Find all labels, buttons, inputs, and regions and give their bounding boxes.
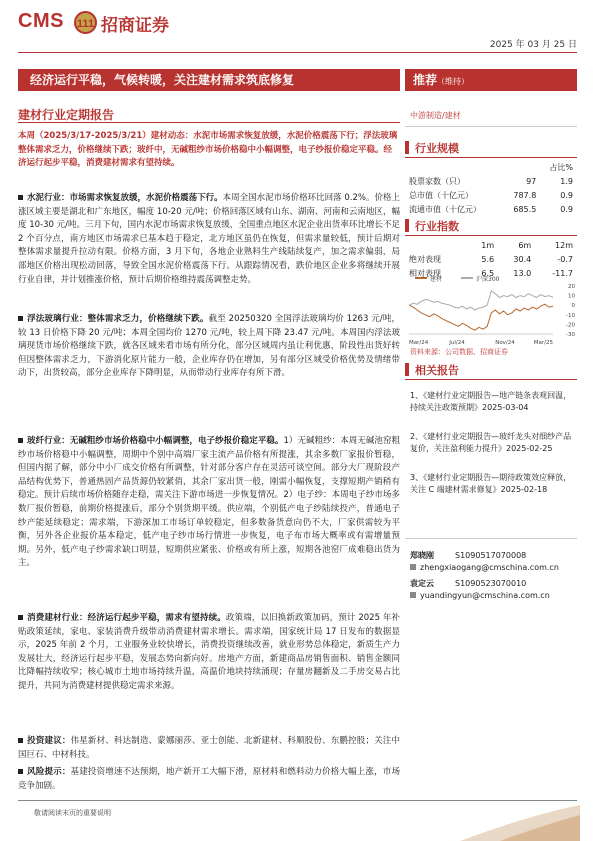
email-icon — [410, 592, 416, 598]
y-tick-label: -20 — [566, 322, 575, 329]
para-glass — [18, 313, 400, 381]
para-risk — [18, 766, 400, 793]
related-report[interactable]: 2、《建材行业定期报告—玻纤龙头对细纱产品复价，关注盈利能力提升》2025-02-25 — [410, 432, 572, 453]
para-fiberglass — [18, 435, 400, 571]
bullet-icon — [18, 316, 23, 321]
header-rule — [18, 52, 577, 53]
analyst-rule — [405, 538, 577, 539]
y-tick-label: 10 — [568, 293, 575, 300]
para-lead: 玻纤行业：无碱粗纱市场价格稳中小幅调整，电子纱报价稳定平稳。 — [27, 436, 284, 446]
legend-label: 沪深300 — [476, 276, 500, 283]
rating-sub: （维持） — [437, 77, 470, 86]
para-lead: 浮法玻璃行业：整体需求乏力，价格继续下跌。 — [27, 314, 209, 324]
legend-label: 建材 — [430, 276, 443, 283]
para-lead: 投资建议： — [27, 736, 71, 746]
report-title: 经济运行平稳，气候转暖，关注建材需求筑底修复 — [18, 69, 400, 91]
related-report[interactable]: 3、《建材行业定期报告—期待政策效应释放，关注 C 端建材需求修复》2025-02-18 — [410, 473, 572, 494]
chart-source: 资料来源：公司数据、招商证券 — [410, 348, 508, 356]
para-text: 本周全国水泥市场价格环比回落 0.2%。价格上涨区域主要是湖北和广东地区，幅度 10-20 元/吨；价格回落区域有山东、湖南、河南和云南地区，幅度 10-30 元/吨。三月下旬，国内水泥市场需求恢复放缓，全国重点地区水泥企业出货率环比增长不足 2 个百分点，南方地区市场需求已基本趋于稳定，北方地区虽仍在恢复，但需求量较低，预计后期对整体需求量提升拉动有限。价格方面，3 月下旬，各地企业熟料生产线陆续复产，加之需求偏弱，局部地区价格出现松动回落，导致全国水泥价格震荡下行。从跟踪情况看，跌价地区企业多将继续开展行业自律，并计划推涨价格，预计后期价格维持震荡调整走势。 — [18, 193, 400, 285]
index-chart — [405, 272, 577, 346]
para-text: 基建投资增速不达预期，地产新开工大幅下滑，原材料和燃料动力价格大幅上涨，市场竞争加剧。 — [18, 767, 400, 791]
bullet-icon — [18, 438, 23, 443]
x-tick-label: Mar/24 — [409, 340, 429, 346]
footer-note: 敬请阅读末页的重要说明 — [34, 809, 111, 817]
table-row: 流通市值（十亿元） 685.5 0.9 — [409, 205, 573, 214]
bullet-icon — [18, 738, 23, 743]
x-tick-label: Nov/24 — [495, 340, 515, 346]
scale-col-share: 占比% — [549, 163, 573, 172]
related-reports-head: 相关报告 — [405, 362, 577, 380]
para-lead: 消费建材行业：经济运行起步平稳，需求有望持续。 — [27, 613, 226, 623]
analyst-email[interactable]: zhengxiaogang@cmschina.com.cn — [420, 563, 559, 572]
corner-decoration — [420, 805, 580, 841]
para-text: 截至 20250320 全国浮法玻璃均价 1263 元/吨，较 13 日价格下降 20 元/吨；本周全国均价 1270 元/吨，较上周下降 23.47 元/吨。本周国内浮法玻璃现货市场价格继续下跌，就各区域来看市场有所分化，部分区域周内虽让利优惠，阶段性出货好转但因整体需求乏力，下游消化原片能力一般，企业库存仍在增加，另有部分区域受价格优势及情绪带动下，出货较高，部分企业库存下降明显，从而带动行业库存有所下滑。 — [18, 314, 400, 379]
para-cement — [18, 192, 400, 287]
bullet-icon — [18, 195, 23, 200]
footer-rule — [18, 800, 577, 801]
para-consumer — [18, 612, 400, 694]
industry-index-table: 1m 6m 12m 绝对表现 5.6 30.4 -0.7 相对表现 6.5 13.0 -11.7 — [409, 241, 573, 278]
bullet-icon — [18, 769, 23, 774]
y-tick-label: -10 — [566, 312, 575, 319]
para-text: 政策端，以旧换新政策加码，预计 2025 年补贴政策延续，家电、家装消费升级带动消费建材需求增长。需求端，国家统计局 17 日发布的数据显示，2025 年前 2 个月，工业服务业较快增长，消费投资继续改善，就业形势总体稳定，新质生产力发展壮大，经济运行起步平稳，发展态势向新向好。房地产方面，新建商品房销售面积、销售金额同比降幅持续收窄；核心城市土地市场持续升温，高温价地块持续涌现；存量房翻新及二手房交易占比提升，共同为消费建材提供稳定需求来源。 — [18, 613, 400, 691]
y-tick-label: 20 — [568, 284, 575, 290]
rating-label: 推荐 — [413, 73, 438, 87]
industry-scale-head: 行业规模 — [405, 140, 577, 158]
sidebar-rule — [405, 126, 577, 127]
email-icon — [410, 564, 416, 570]
industry-index-head: 行业指数 — [405, 218, 577, 236]
logo-badge: 111 — [74, 11, 97, 34]
table-row: 股票家数（只） 97 1.9 — [409, 177, 573, 186]
logo-cms: CMS — [18, 10, 64, 32]
y-tick-label: 0 — [571, 303, 575, 310]
x-tick-label: Jul/24 — [449, 340, 465, 346]
analyst-email[interactable]: yuandingyun@cmschina.com.cn — [420, 591, 550, 600]
para-invest — [18, 735, 400, 762]
report-type: 建材行业定期报告 — [18, 108, 115, 122]
analyst-2: 袁定云 S1090523070010 yuandingyun@cmschina.com.cn — [410, 579, 550, 600]
table-row: 相对表现 6.5 13.0 -11.7 — [409, 269, 573, 278]
para-text: 1）无碱粗纱：本周无碱池窑粗纱市场价格稳中小幅调整，周期中个别中高端厂家主流产品价格有所提涨，其余多数厂家报价暂稳，但国内据了解，部分中小厂成交价格有所调整，针对部分客户存在灵活可谈空间。部分大厂现阶段产品结构优势下，普通热固产品货源仍较紧俏，其余厂家出货一般，刚需小幅恢复，支撑短期产销稍有稳定。预计后续市场价格随存走稳，需关注下游市场进一步恢复情况。2）电子纱：本周电子纱市场多数厂报价暂稳，前期价格提涨后，部分个别货期平缓。供应端，个别低产电子纱陆续投产，普通电子纱产能延续稳定；需求端，下游深加工市场订单较稳定，但多数备货意向仍不大，厂家供需较为平衡，另外各企业报价基本稳定，低产电子纱市场行情进一步恢复，电子布市场大概率或有需增量预期。另外，低产电子纱需求缺口明显，短期供应紧张、价格或有所上涨，短期各池窑厂成难稳出货为主。 — [18, 436, 400, 569]
x-tick-label: Mar/25 — [533, 340, 553, 346]
rating-bar — [405, 69, 577, 91]
bullet-icon — [18, 615, 23, 620]
related-report[interactable]: 1、《建材行业定期报告—地产链条表观回温，持续关注政策预期》2025-03-04 — [410, 391, 572, 412]
series-line — [409, 291, 553, 310]
logo-cn: 招商证券 — [101, 16, 169, 36]
report-date: 2025 年 03 月 25 日 — [489, 40, 577, 50]
industry-scale-table — [405, 160, 577, 218]
sector-label: 中游制造/建材 — [410, 111, 461, 120]
para-text: 伟星新材、科达制造、蒙娜丽莎、亚士创能、北新建材、科顺股份、东鹏控股；关注中国巨石、中材科技。 — [18, 736, 400, 760]
table-row: 总市值（十亿元） 787.8 0.9 — [409, 191, 573, 200]
report-type-rule — [18, 122, 400, 123]
table-row: 绝对表现 5.6 30.4 -0.7 — [409, 255, 573, 264]
para-lead: 水泥行业：市场需求恢复放缓，水泥价格震荡下行。 — [27, 193, 223, 203]
summary: 本周（2025/3/17-2025/3/21）建材动态：水泥市场需求恢复放缓，水泥价格震荡下行；浮法玻璃整体需求乏力，价格继续下跌；玻纤中，无碱粗纱市场价格稳中小幅调整，电子纱报价稳定平稳。经济运行起步平稳，消费建材需求有望持续。 — [18, 131, 398, 169]
analyst-1: 郑晓刚 S1090517070008 zhengxiaogang@cmschina.com.cn — [410, 551, 559, 572]
y-tick-label: -30 — [566, 332, 575, 338]
para-lead: 风险提示： — [27, 767, 71, 777]
